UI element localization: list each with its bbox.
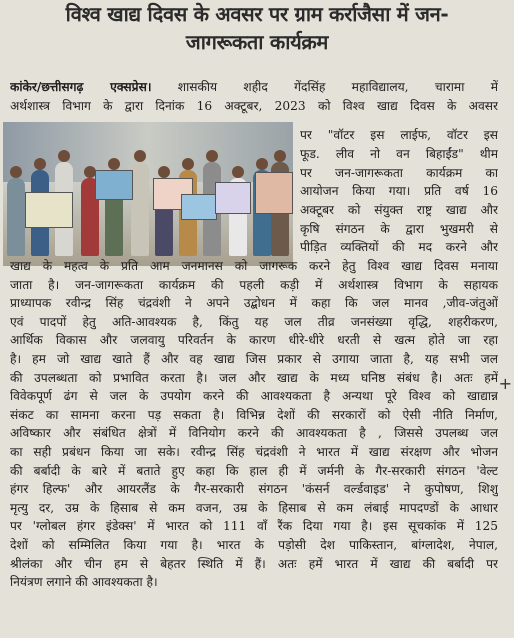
article-line: देशों को सम्मिलित किया गया है। भारत के पड़ोसी देश पाकिस्तान, बांग्लादेश, नेपाल, — [10, 537, 498, 552]
photo-person — [131, 162, 149, 256]
article-line: एवं पादपों हेतु अति-आवश्यक है, किंतु यह जल तीव्र जनसंख्या वृद्धि, शहरीकरण, — [10, 314, 498, 329]
protest-placard — [255, 172, 293, 214]
article-body-continued — [10, 257, 498, 592]
photo-person-head — [134, 150, 146, 162]
event-photo — [3, 122, 293, 266]
article-line: नियंत्रण लगाने की आवश्यकता है। — [10, 575, 158, 590]
photo-person-head — [34, 158, 46, 170]
article-line: पर "वॉटर इस लाईफ, वॉटर इस — [300, 128, 498, 142]
photo-person — [7, 178, 25, 256]
photo-person-head — [274, 150, 286, 162]
protest-placard — [181, 194, 217, 220]
article-line: हंगर हिल्फ' और आयरलैंड के गैर-सरकारी संगठन 'कंसर्न वर्ल्डवाइड' ने कुपोषण, शिशु — [10, 482, 498, 497]
article-line: आर्थिक विकास और जलवायु परिवर्तन के कारण धीरे-धीरे धरती से खत्म होते जा रहा — [10, 333, 498, 348]
article-line: फूड. लीव नो वन बिहाईंड" थीम — [300, 147, 498, 161]
protest-placard — [95, 170, 133, 200]
article-line: आयोजन किया गया। प्रति वर्ष 16 — [300, 184, 498, 198]
article-line: विवेकपूर्ण ढंग से जल के उपयोग करने की आवश्यकता है अन्यथा पूरे विश्व को खाद्यान्न — [10, 389, 498, 404]
article-line: जाता है। जन-जागरूकता कार्यक्रम की पहली कड़ी में अर्थशास्त्र विभाग के सहायक — [10, 277, 498, 292]
photo-person-head — [232, 166, 244, 178]
article-line: कांकेर/छत्तीसगढ़ एक्सप्रेस। शासकीय शहीद गेंदसिंह महाविद्यालय, चारामा में — [10, 80, 498, 94]
article-line: कृषि संगठन के द्वारा भुखमरी से — [300, 222, 498, 236]
protest-placard — [25, 192, 73, 228]
photo-person-head — [158, 166, 170, 178]
article-line: प्राध्यापक रवीन्द्र सिंह चंद्रवंशी ने अपने उद्बोधन में कहा कि जल मानव ,जीव-जंतुओं — [10, 296, 498, 311]
article-line: अविष्कार और संबंधित क्षेत्रों में विनियोग करने की आवश्यकता है , जिससे उपलब्ध जल — [10, 426, 498, 441]
dateline: कांकेर/छत्तीसगढ़ एक्सप्रेस। — [10, 80, 152, 94]
article-line: की उपलब्धता को प्रभावित करता है। जल और खाद्य के मध्य घनिष्ठ संबंध है। अतः हमें — [10, 370, 498, 385]
article-line: पर जन-जागरूकता कार्यक्रम का — [300, 166, 498, 180]
article-line: है। हम जो खाद्य खाते हैं और वह खाद्य जिस प्रकार से उगाया जाता है, यह सभी जल — [10, 351, 498, 366]
article-line: मृत्यु दर, उम्र के हिसाब से कम वजन, उम्र के हिसाब से कम लंबाई मापदण्डों के आधार — [10, 500, 498, 515]
article-line: अक्टूबर को संयुक्त राष्ट्र खाद्य और — [300, 203, 498, 217]
photo-person-head — [182, 158, 194, 170]
photo-person-head — [58, 150, 70, 162]
article-line: पीड़ित व्यक्तियों की मद करने और — [300, 240, 498, 254]
photo-person-head — [206, 150, 218, 162]
headline-line-1: विश्व खाद्य दिवस के अवसर पर ग्राम कर्राजैसा में जन- — [65, 2, 449, 26]
photo-person-head — [256, 158, 268, 170]
photo-person-head — [108, 158, 120, 170]
headline-line-2: जागरूकता कार्यक्रम — [185, 30, 329, 54]
article-body — [10, 78, 498, 115]
article-line: की बर्बादी के बारे में बताते हुए कहा कि हाल ही में जर्मनी के गैर-सरकारी संगठन 'वेल्ट — [10, 463, 498, 478]
headline — [0, 0, 514, 56]
article-line: संकट का सामना करना पड़ सकता है। विभिन्न देशों की सरकारों को ऐसी नीति निर्माण, — [10, 407, 498, 422]
article-line: का सही प्रबंधन किया जा सके। रवीन्द्र सिंह चंद्रवंशी ने भारत में खाद्य संरक्षण और भोजन — [10, 444, 498, 459]
article-line: खाद्य के महत्व के प्रति आम जनमानस को जागरूक करने हेतु विश्व खाद्य दिवस मनाया — [10, 259, 498, 273]
article-line: पर 'ग्लोबल हंगर इंडेक्स' में भारत को 111 वाँ रैंक दिया गया है। इस सूचकांक में 125 — [10, 519, 498, 534]
protest-placard — [215, 182, 251, 214]
article-line: अर्थशास्त्र विभाग के द्वारा दिनांक 16 अक्टूबर, 2023 को विश्व खाद्य दिवस के अवसर — [10, 98, 498, 113]
crosshair-cursor-icon: + — [498, 374, 512, 393]
photo-person-head — [10, 166, 22, 178]
article-line: श्रीलंका और चीन हम से बेहतर स्थिति में हैं। अतः हमें भारत में खाद्य की बर्बादी पर — [10, 556, 498, 571]
